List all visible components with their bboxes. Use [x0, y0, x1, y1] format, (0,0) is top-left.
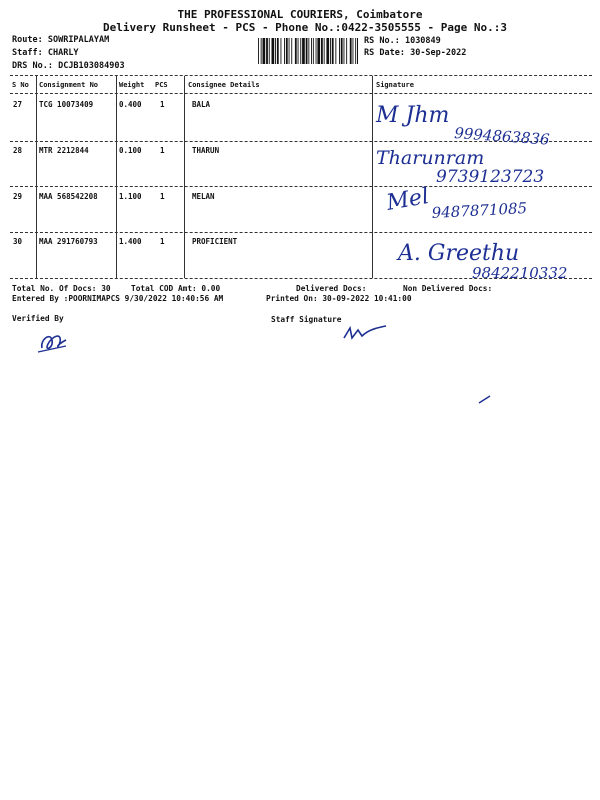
- barcode-bar: [355, 38, 356, 64]
- row-pcs: 1: [160, 192, 165, 201]
- column-header-consignee: Consignee Details: [188, 81, 260, 89]
- signature-image: [384, 230, 594, 282]
- row-consignment: MAA 568542208: [39, 192, 98, 201]
- svg-text:9842210332: 9842210332: [472, 264, 568, 282]
- barcode-bar: [341, 38, 343, 64]
- verifier-initials-signature: [36, 326, 72, 356]
- row-consignee: BALA: [192, 100, 211, 109]
- row-pcs: 1: [160, 146, 165, 155]
- row-sno: 29: [13, 192, 23, 201]
- barcode-bar: [302, 38, 305, 64]
- barcode-bar: [321, 38, 323, 64]
- barcode: [258, 38, 358, 64]
- barcode-bar: [300, 38, 301, 64]
- barcode-bar: [346, 38, 347, 64]
- barcode-bar: [291, 38, 292, 64]
- route-label: Route:: [12, 35, 43, 45]
- row-consignee: PROFICIENT: [192, 237, 238, 246]
- row-pcs: 1: [160, 237, 165, 246]
- rs-no-field: [364, 36, 441, 46]
- barcode-bar: [286, 38, 288, 64]
- svg-text:A. Greethu: A. Greethu: [398, 241, 520, 266]
- route-value: SOWRIPALAYAM: [47, 35, 110, 45]
- column-header-signature: Signature: [376, 81, 414, 89]
- barcode-bar: [258, 38, 259, 64]
- column-divider: [116, 76, 117, 278]
- drs-label: DRS No.:: [12, 61, 53, 71]
- row-consignment: TCG 10073409: [39, 100, 94, 109]
- staff-label: Staff:: [12, 48, 43, 58]
- rs-date-value: 30-Sep-2022: [410, 48, 467, 58]
- barcode-bar: [272, 38, 275, 64]
- rs-no-label: RS No.:: [364, 36, 400, 46]
- svg-text:9994863836: 9994863836: [453, 124, 551, 149]
- barcode-bar: [324, 38, 325, 64]
- column-divider: [372, 76, 373, 278]
- barcode-bar: [316, 38, 317, 64]
- row-weight: 0.100: [119, 146, 142, 155]
- row-consignment: MAA 291760793: [39, 237, 98, 246]
- page-subtitle: Delivery Runsheet - PCS - Phone No.:0422-3505555 - Page No.:3: [103, 21, 507, 34]
- route-field: [12, 35, 109, 45]
- barcode-bar: [281, 38, 282, 64]
- row-consignee: MELAN: [192, 192, 215, 201]
- barcode-bar: [311, 38, 312, 64]
- table-top-rule: [10, 75, 592, 76]
- rs-date-field: [364, 48, 466, 58]
- barcode-bar: [263, 38, 266, 64]
- barcode-bar: [313, 38, 314, 64]
- staff-signature-mark: [340, 320, 390, 344]
- row-weight: 1.400: [119, 237, 142, 246]
- column-header-consignment: Consignment No: [39, 81, 99, 89]
- barcode-bar: [357, 38, 358, 64]
- column-header-weight: Weight: [119, 81, 145, 89]
- barcode-bar: [295, 38, 297, 64]
- staff-value: CHARLY: [47, 48, 79, 58]
- drs-field: [12, 61, 125, 71]
- barcode-bar: [317, 38, 320, 64]
- table-header-rule: [10, 93, 592, 94]
- svg-text:9739123723: 9739123723: [436, 167, 545, 187]
- barcode-bar: [344, 38, 345, 64]
- total-docs: Total No. Of Docs: 30: [12, 284, 111, 293]
- column-divider: [36, 76, 37, 278]
- delivered-docs: Delivered Docs:: [296, 284, 367, 293]
- row-weight: 1.100: [119, 192, 142, 201]
- svg-text:9487871085: 9487871085: [431, 199, 528, 222]
- column-header-pcs: PCS: [155, 81, 168, 89]
- non-delivered-docs: Non Delivered Docs:: [403, 284, 493, 293]
- entered-by: Entered By :POORNIMAPCS 9/30/2022 10:40:56 AM: [12, 294, 224, 303]
- printed-on: Printed On: 30-09-2022 10:41:00: [266, 294, 412, 303]
- page-title: THE PROFESSIONAL COURIERS, Coimbatore: [177, 8, 423, 21]
- barcode-bar: [284, 38, 285, 64]
- barcode-bar: [269, 38, 270, 64]
- svg-text:M Jhm: M Jhm: [376, 103, 450, 128]
- barcode-bar: [330, 38, 331, 64]
- row-consignment: MTR 2212844: [39, 146, 89, 155]
- row-sno: 28: [13, 146, 23, 155]
- row-sno: 27: [13, 100, 23, 109]
- barcode-bar: [335, 38, 336, 64]
- barcode-bar: [339, 38, 340, 64]
- barcode-bar: [353, 38, 354, 64]
- drs-value: DCJB103084903: [58, 61, 125, 71]
- column-divider: [184, 76, 185, 278]
- signature-image: [374, 182, 584, 230]
- row-consignee: THARUN: [192, 146, 220, 155]
- barcode-bar: [308, 38, 309, 64]
- verified-by-label: Verified By: [12, 314, 64, 323]
- staff-signature-label: Staff Signature: [271, 315, 342, 324]
- barcode-bar: [306, 38, 308, 64]
- barcode-bar: [298, 38, 299, 64]
- column-header-sno: S No: [12, 81, 29, 89]
- barcode-bar: [266, 38, 268, 64]
- signature-image: [374, 96, 584, 149]
- svg-text:Tharunram: Tharunram: [376, 147, 485, 169]
- barcode-bar: [261, 38, 262, 64]
- rs-date-label: RS Date:: [364, 48, 405, 58]
- barcode-bar: [277, 38, 279, 64]
- total-cod: Total COD Amt: 0.00: [131, 284, 221, 293]
- rs-no-value: 1030849: [404, 36, 441, 46]
- row-weight: 0.400: [119, 100, 142, 109]
- staff-field: [12, 48, 79, 58]
- barcode-bar: [326, 38, 329, 64]
- svg-text:Mel: Mel: [384, 183, 431, 216]
- barcode-bar: [275, 38, 276, 64]
- row-sno: 30: [13, 237, 23, 246]
- barcode-bar: [289, 38, 290, 64]
- row-pcs: 1: [160, 100, 165, 109]
- stray-ink-mark: [476, 392, 494, 406]
- barcode-bar: [350, 38, 352, 64]
- barcode-bar: [332, 38, 334, 64]
